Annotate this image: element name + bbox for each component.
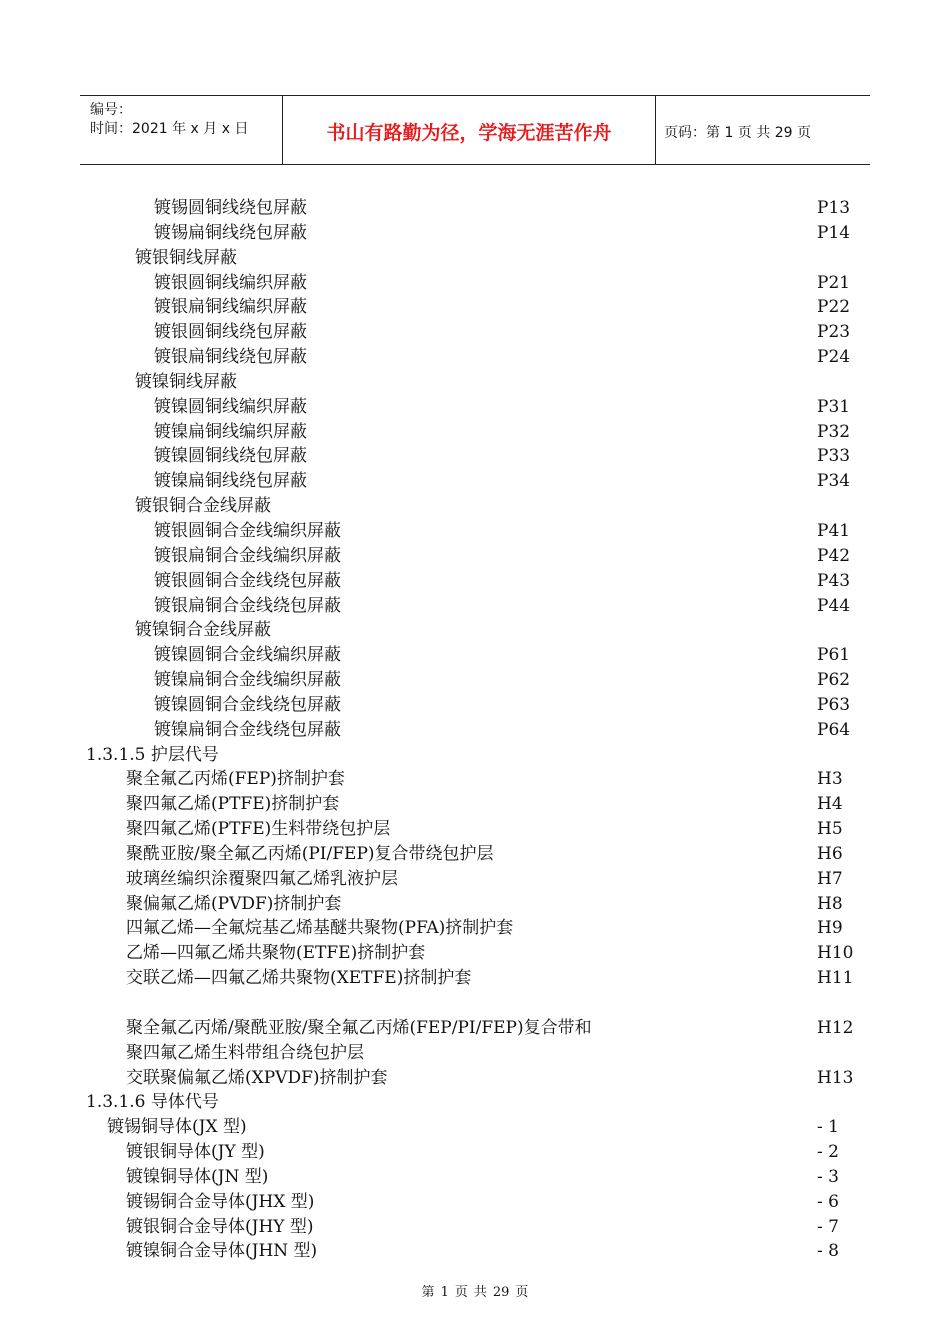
table-row (0, 1066, 950, 1091)
item-label: 镀镍扁铜线绕包屏蔽 (154, 471, 307, 492)
item-label: 镀锡铜合金导体(JHX 型) (126, 1191, 315, 1212)
footer-total-pages: 29 (492, 1285, 510, 1300)
item-label: 聚偏氟乙烯(PVDF)挤制护套 (126, 893, 342, 914)
item-code: H4 (817, 794, 843, 815)
footer-di: 第 (421, 1285, 435, 1300)
table-row (0, 1215, 950, 1240)
header-motto-cell (283, 96, 656, 164)
item-label: 镀镍铜线屏蔽 (135, 371, 237, 392)
item-label: 镀锡扁铜线绕包屏蔽 (154, 222, 307, 243)
header-meta-cell (80, 96, 283, 164)
item-code: H8 (817, 893, 843, 914)
section-heading: 1.3.1.5 护层代号 (86, 744, 219, 765)
item-code: H5 (817, 819, 843, 840)
table-row (0, 618, 950, 643)
item-label: 聚四氟乙烯(PTFE)生料带绕包护层 (126, 819, 391, 840)
header-page-cell (656, 96, 870, 164)
table-row (0, 221, 950, 246)
section-heading-row (0, 743, 950, 768)
item-code: P33 (817, 446, 851, 467)
table-row (0, 991, 950, 1016)
item-code: P32 (817, 421, 851, 442)
table-row (0, 1239, 950, 1264)
item-code: P23 (817, 322, 851, 343)
table-row (0, 444, 950, 469)
table-row (0, 892, 950, 917)
item-code: H6 (817, 843, 843, 864)
table-row (0, 1140, 950, 1165)
table-row (0, 693, 950, 718)
table-row (0, 196, 950, 221)
footer-ye: 页 (454, 1285, 468, 1300)
table-row (0, 246, 950, 271)
item-label: 镀银圆铜合金线编织屏蔽 (154, 520, 341, 541)
table-row (0, 1165, 950, 1190)
table-row (0, 1115, 950, 1140)
item-code: P63 (817, 694, 851, 715)
section-heading: 1.3.1.6 导体代号 (86, 1092, 219, 1113)
serial-label: 编号： (90, 102, 132, 118)
item-code: - 8 (817, 1241, 839, 1262)
item-code: H9 (817, 918, 843, 939)
table-row (0, 420, 950, 445)
table-row (0, 494, 950, 519)
item-code: H7 (817, 868, 843, 889)
item-code: - 2 (817, 1142, 839, 1163)
item-code: P21 (817, 272, 851, 293)
item-code: P22 (817, 297, 851, 318)
item-code: - 7 (817, 1216, 839, 1237)
table-row (0, 867, 950, 892)
table-row (0, 1016, 950, 1041)
item-label: 玻璃丝编织涂覆聚四氟乙烯乳液护层 (126, 868, 398, 889)
item-label: 镀银铜合金线屏蔽 (135, 496, 271, 517)
item-label: 镀银扁铜线编织屏蔽 (154, 297, 307, 318)
item-code: P24 (817, 347, 851, 368)
item-code: P31 (817, 396, 851, 417)
table-row (0, 295, 950, 320)
table-row (0, 1190, 950, 1215)
time-label: 时间：2021 年 x 月 x 日 (90, 121, 249, 137)
table-row (0, 643, 950, 668)
table-row (0, 519, 950, 544)
item-label: 镀银铜线屏蔽 (135, 247, 237, 268)
table-row (0, 395, 950, 420)
item-code: P14 (817, 222, 851, 243)
table-row (0, 842, 950, 867)
footer-ye-end: 页 (515, 1285, 529, 1300)
item-code: H11 (817, 968, 854, 989)
item-label: 镀银铜导体(JY 型) (126, 1142, 265, 1163)
item-code: - 3 (817, 1166, 839, 1187)
table-row (0, 569, 950, 594)
table-row (0, 320, 950, 345)
item-label: 镀银圆铜线编织屏蔽 (154, 272, 307, 293)
footer-gong: 共 (473, 1285, 487, 1300)
item-label: 聚全氟乙丙烯/聚酰亚胺/聚全氟乙丙烯(FEP/PI/FEP)复合带和 (126, 1017, 592, 1038)
item-code: P13 (817, 198, 851, 218)
item-label: 镀镍扁铜线编织屏蔽 (154, 421, 307, 442)
item-code: - 1 (817, 1117, 839, 1138)
table-row (0, 271, 950, 296)
item-label: 镀银圆铜线绕包屏蔽 (154, 322, 307, 343)
table-row (0, 668, 950, 693)
table-row (0, 792, 950, 817)
item-label: 镀镍圆铜合金线编织屏蔽 (154, 645, 341, 666)
page-code: 页码：第 1 页 共 29 页 (664, 125, 811, 141)
table-row (0, 966, 950, 991)
table-row (0, 767, 950, 792)
page-header (80, 95, 870, 165)
item-code: H10 (817, 943, 854, 964)
item-code: P62 (817, 670, 851, 691)
footer-page-number: 1 (440, 1285, 449, 1300)
item-label: 四氟乙烯—全氟烷基乙烯基醚共聚物(PFA)挤制护套 (126, 918, 514, 939)
item-code: H12 (817, 1017, 854, 1038)
table-row (0, 718, 950, 743)
item-label: 镀镍圆铜合金线绕包屏蔽 (154, 694, 341, 715)
item-code: P34 (817, 471, 851, 492)
item-code: P44 (817, 595, 851, 616)
table-row (0, 469, 950, 494)
item-label: 乙烯—四氟乙烯共聚物(ETFE)挤制护套 (126, 943, 426, 964)
code-table (0, 196, 950, 1264)
item-code: P42 (817, 545, 851, 566)
item-label: 镀镍铜合金导体(JHN 型) (126, 1241, 318, 1262)
item-code: P64 (817, 719, 851, 740)
item-code: - 6 (817, 1191, 839, 1212)
table-row (0, 544, 950, 569)
item-label: 聚全氟乙丙烯(FEP)挤制护套 (126, 769, 345, 790)
item-code: P43 (817, 570, 851, 591)
item-label: 聚四氟乙烯(PTFE)挤制护套 (126, 794, 340, 815)
item-label: 镀锡圆铜线绕包屏蔽 (154, 198, 307, 218)
table-row (0, 941, 950, 966)
table-row (0, 817, 950, 842)
item-code: H13 (817, 1067, 854, 1088)
item-label: 镀银扁铜线绕包屏蔽 (154, 347, 307, 368)
item-label: 镀镍扁铜合金线编织屏蔽 (154, 670, 341, 691)
item-label: 交联聚偏氟乙烯(XPVDF)挤制护套 (126, 1067, 388, 1088)
section-heading-row (0, 1090, 950, 1115)
item-label: 镀银圆铜合金线绕包屏蔽 (154, 570, 341, 591)
item-code: P61 (817, 645, 851, 666)
table-row (0, 345, 950, 370)
item-label: 镀镍扁铜合金线绕包屏蔽 (154, 719, 341, 740)
item-label: 聚四氟乙烯生料带组合绕包护层 (126, 1042, 364, 1063)
item-label: 镀镍圆铜线绕包屏蔽 (154, 446, 307, 467)
table-row (0, 594, 950, 619)
item-label: 交联乙烯—四氟乙烯共聚物(XETFE)挤制护套 (126, 968, 472, 989)
motto-text: 书山有路勤为径，学海无涯苦作舟 (326, 122, 612, 144)
table-row (0, 1041, 950, 1066)
item-label: 镀锡铜导体(JX 型) (107, 1117, 247, 1138)
item-code: H3 (817, 769, 843, 790)
item-label: 镀镍铜合金线屏蔽 (135, 620, 271, 641)
table-row (0, 370, 950, 395)
item-label: 镀镍铜导体(JN 型) (126, 1166, 269, 1187)
table-row (0, 916, 950, 941)
item-label: 镀镍圆铜线编织屏蔽 (154, 396, 307, 417)
item-label: 镀银铜合金导体(JHY 型) (126, 1216, 314, 1237)
item-label: 镀银扁铜合金线编织屏蔽 (154, 545, 341, 566)
item-code: P41 (817, 520, 851, 541)
page-footer (0, 1281, 950, 1300)
item-label: 聚酰亚胺/聚全氟乙丙烯(PI/FEP)复合带绕包护层 (126, 843, 494, 864)
item-label: 镀银扁铜合金线绕包屏蔽 (154, 595, 341, 616)
